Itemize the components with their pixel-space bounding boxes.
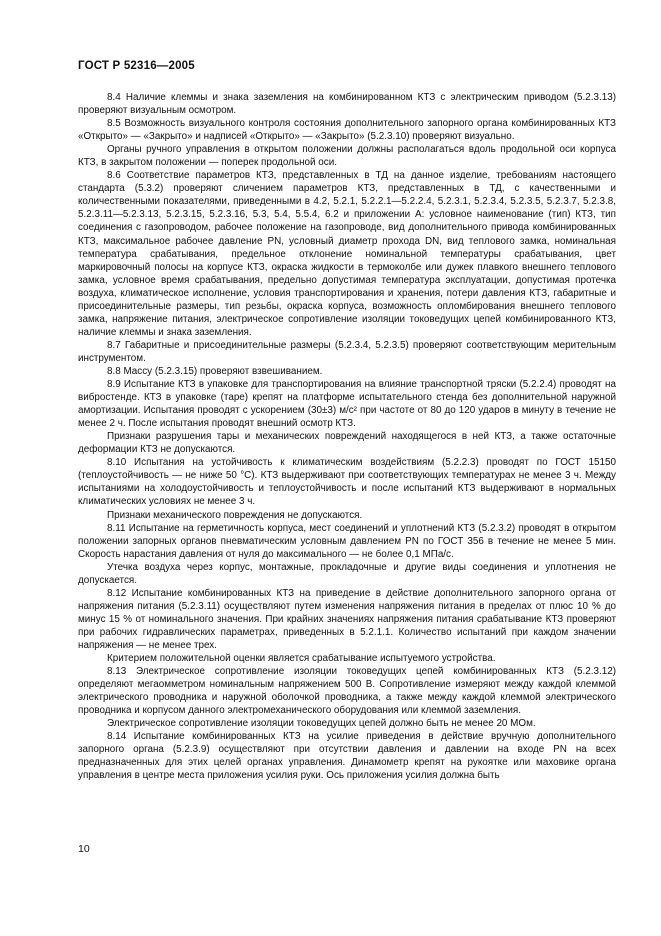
- paragraph-8-14: 8.14 Испытание комбинированных КТЗ на усилие приведения в действие вручную дополнительного запорного органа (5.2.3.9) осуществляют при отсутствии давления и давлении на входе PN на всех предназначенных для этих целей органах управления. Динамометр крепят на рукоятке или маховике органа управления в центре места приложения усилия руки. Ось приложения усилия должна быть: [78, 731, 616, 782]
- paragraph-8-11: 8.11 Испытание на герметичность корпуса, мест соединений и уплотнений КТЗ (5.2.3.2) проводят в открытом положении запорных органов пневматическим условным давлением PN по ГОСТ 356 в течение не менее 5 мин. Скорость нарастания давления от нуля до максимального — не более 0,1 МПа/с.: [78, 522, 616, 560]
- paragraph-8-7: 8.7 Габаритные и присоединительные размеры (5.2.3.4, 5.2.3.5) проверяют соответствующим мерительным инструментом.: [78, 339, 616, 364]
- paragraph-8-8: 8.8 Массу (5.2.3.15) проверяют взвешиванием.: [107, 365, 323, 377]
- paragraph-mechanical-damage: Признаки механического повреждения не допускаются.: [107, 509, 363, 521]
- paragraph-8-9: 8.9 Испытание КТЗ в упаковке для транспортирования на влияние транспортной тряски (5.2.2.4) проводят на вибростенде. КТЗ в упаковке (таре) крепят на платформе испытательного стенда без дополнительной наружной амортизации. Испытания проводят с ускорением (30±3) м/с² при частоте от 80 до 120 ударов в минуту в течение не менее 2 ч. После испытания проводят внешний осмотр КТЗ.: [78, 379, 616, 430]
- document-body: [78, 91, 616, 782]
- paragraph-8-6: 8.6 Соответствие параметров КТЗ, представленных в ТД на данное изделие, требованиям настоящего стандарта (5.3.2) проверяют сличением параметров КТЗ, представленных в ТД, с качественными и количественными показателями, приведенными в 4.2, 5.2.1, 5.2.2.1—5.2.2.4, 5.2.3.1, 5.2.3.4, 5.2.3.5, 5.2.3.7, 5.2.3.8, 5.2.3.11—5.2.3.13, 5.2.3.15, 5.2.3.16, 5.3, 5.4, 5.5.4, 6.2 и приложении А: условное наименование (тип) КТЗ, тип соединения с газопроводом, рабочее положение на газопроводе, вид дополнительного привода комбинированных КТЗ, максимальное рабочее давление PN, условный диаметр прохода DN, вид теплового замка, номинальная температура срабатывания, предельное отклонение номинальной температуры срабатывания, цвет маркировочный полосы на корпусе КТЗ, окраска жидкости в термоколбе или дужек плавкого внешнего теплового замка, условное время срабатывания, предельно допустимая температура эксплуатации, допустимая протечка воздуха, климатическое исполнение, условия транспортирования и хранения, потери давления КТЗ, габаритные и присоединительные размеры, тип резьбы, окраска корпуса, возможность опломбирования внешнего теплового замка, напряжение питания, электрическое сопротивление изоляции токоведущих цепей комбинированного КТЗ, наличие клеммы и знака заземления.: [78, 170, 616, 338]
- paragraph-8-13: 8.13 Электрическое сопротивление изоляции токоведущих цепей комбинированных КТЗ (5.2.3.12) определяют мегаомметром номинальным напряжением 500 В. Сопротивление измеряют между каждой клеммой электрического проводника и наружной оболочкой проводника, а также между каждой клеммой электрического проводника и корпусом данного электромеханического оборудования или клеммой заземления.: [78, 666, 616, 717]
- paragraph-8-5: 8.5 Возможность визуального контроля состояния дополнительного запорного органа комбинированных КТЗ «Открыто» — «Закрыто» и надписей «Открыто» — «Закрыто» (5.2.3.10) проверяют визуально.: [78, 118, 616, 143]
- paragraph-8-12: 8.12 Испытание комбинированных КТЗ на приведение в действие дополнительного запорного органа от напряжения питания (5.2.3.11) осуществляют путем изменения напряжения питания в пределах от плюс 10 % до минус 15 % от номинального значения. При крайних значениях напряжения питания срабатывание КТЗ проверяют при рабочих гидравлических параметрах, приведенных в 5.2.1.1. Количество испытаний при каждом значении напряжения — не менее трех.: [78, 587, 616, 651]
- page-number: 10: [78, 843, 90, 855]
- paragraph-controls-position: Органы ручного управления в открытом положении должны располагаться вдоль продольной оси корпуса КТЗ, в закрытом положении — поперек продольной оси.: [78, 144, 616, 169]
- paragraph-8-4: 8.4 Наличие клеммы и знака заземления на комбинированном КТЗ с электрическим приводом (5.2.3.13) проверяют визуальным осмотром.: [78, 92, 616, 117]
- paragraph-insulation-resistance: Электрическое сопротивление изоляции токоведущих цепей должно быть не менее 20 МОм.: [107, 718, 536, 730]
- paragraph-damage-signs: Признаки разрушения тары и механических повреждений находящегося в ней КТЗ, а также остаточные деформации КТЗ не допускаются.: [78, 431, 616, 456]
- paragraph-criterion: Критерием положительной оценки является срабатывание испытуемого устройства.: [107, 653, 496, 665]
- paragraph-8-10: 8.10 Испытания на устойчивость к климатическим воздействиям (5.2.2.3) проводят по ГОСТ 15150 (теплоустойчивость — не ниже 50 °С). КТЗ выдерживают при соответствующих температурах не менее 3 ч. Между испытаниями на холодоустойчивость и теплоустойчивость и после испытаний КТЗ выдерживают в нормальных климатических условиях не менее 3 ч.: [78, 457, 616, 508]
- standard-header: ГОСТ Р 52316—2005: [78, 60, 195, 72]
- paragraph-air-leak: Утечка воздуха через корпус, монтажные, прокладочные и другие виды соединения и уплотнения не допускается.: [78, 561, 616, 586]
